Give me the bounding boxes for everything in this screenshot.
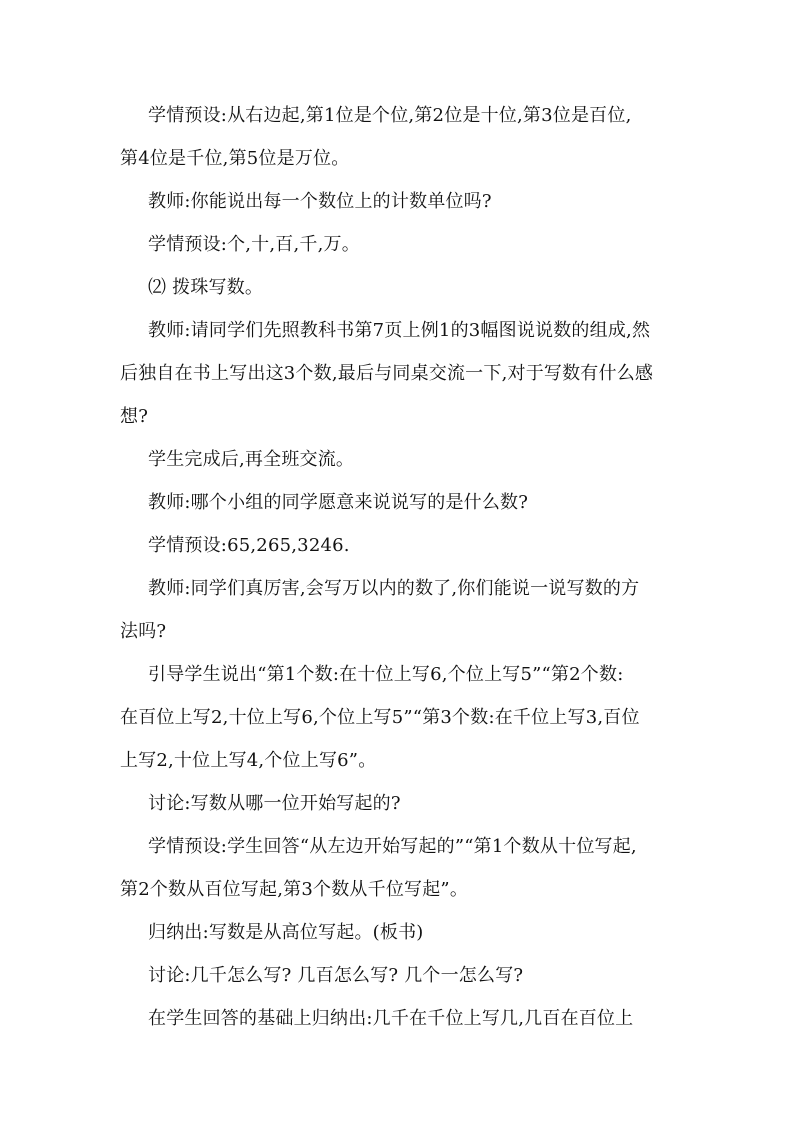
- paragraph-line: 教师:同学们真厉害,会写万以内的数了,你们能说一说写数的方: [148, 578, 640, 599]
- paragraph-line: 学情预设:65,265,3246.: [148, 535, 350, 556]
- paragraph-line: 归纳出:写数是从高位写起。(板书): [148, 922, 424, 943]
- paragraph-line: 学情预设:个,十,百,千,万。: [148, 234, 360, 255]
- paragraph-line: 学情预设:学生回答“从左边开始写起的”“第1个数从十位写起,: [148, 836, 637, 857]
- paragraph-line: 教师:请同学们先照教科书第7页上例1的3幅图说说数的组成,然: [148, 320, 651, 341]
- paragraph-line: 后独自在书上写出这3个数,最后与同桌交流一下,对于写数有什么感: [120, 363, 654, 384]
- paragraph-line: 在学生回答的基础上归纳出:几千在千位上写几,几百在百位上: [148, 1008, 634, 1029]
- paragraph-line: 讨论:写数从哪一位开始写起的?: [148, 793, 401, 814]
- paragraph-line: 上写2,十位上写4,个位上写6”。: [120, 750, 377, 771]
- paragraph-line: 想?: [120, 406, 149, 427]
- paragraph-line: 在百位上写2,十位上写6,个位上写5”“第3个数:在千位上写3,百位: [120, 707, 640, 728]
- paragraph-line: 法吗?: [120, 621, 167, 642]
- paragraph-line: 教师:你能说出每一个数位上的计数单位吗?: [148, 191, 492, 212]
- paragraph-line: 讨论:几千怎么写? 几百怎么写? 几个一怎么写?: [148, 965, 524, 986]
- paragraph-line: 学生完成后,再全班交流。: [148, 449, 355, 470]
- paragraph-line: 教师:哪个小组的同学愿意来说说写的是什么数?: [148, 492, 529, 513]
- paragraph-line: 第4位是千位,第5位是万位。: [120, 148, 350, 169]
- paragraph-line: 第2个数从百位写起,第3个数从千位写起”。: [120, 879, 469, 900]
- paragraph-line: 引导学生说出“第1个数:在十位上写6,个位上写5”“第2个数:: [148, 664, 624, 685]
- paragraph-line: 学情预设:从右边起,第1位是个位,第2位是十位,第3位是百位,: [148, 105, 632, 126]
- paragraph-line: ⑵ 拨珠写数。: [148, 277, 264, 298]
